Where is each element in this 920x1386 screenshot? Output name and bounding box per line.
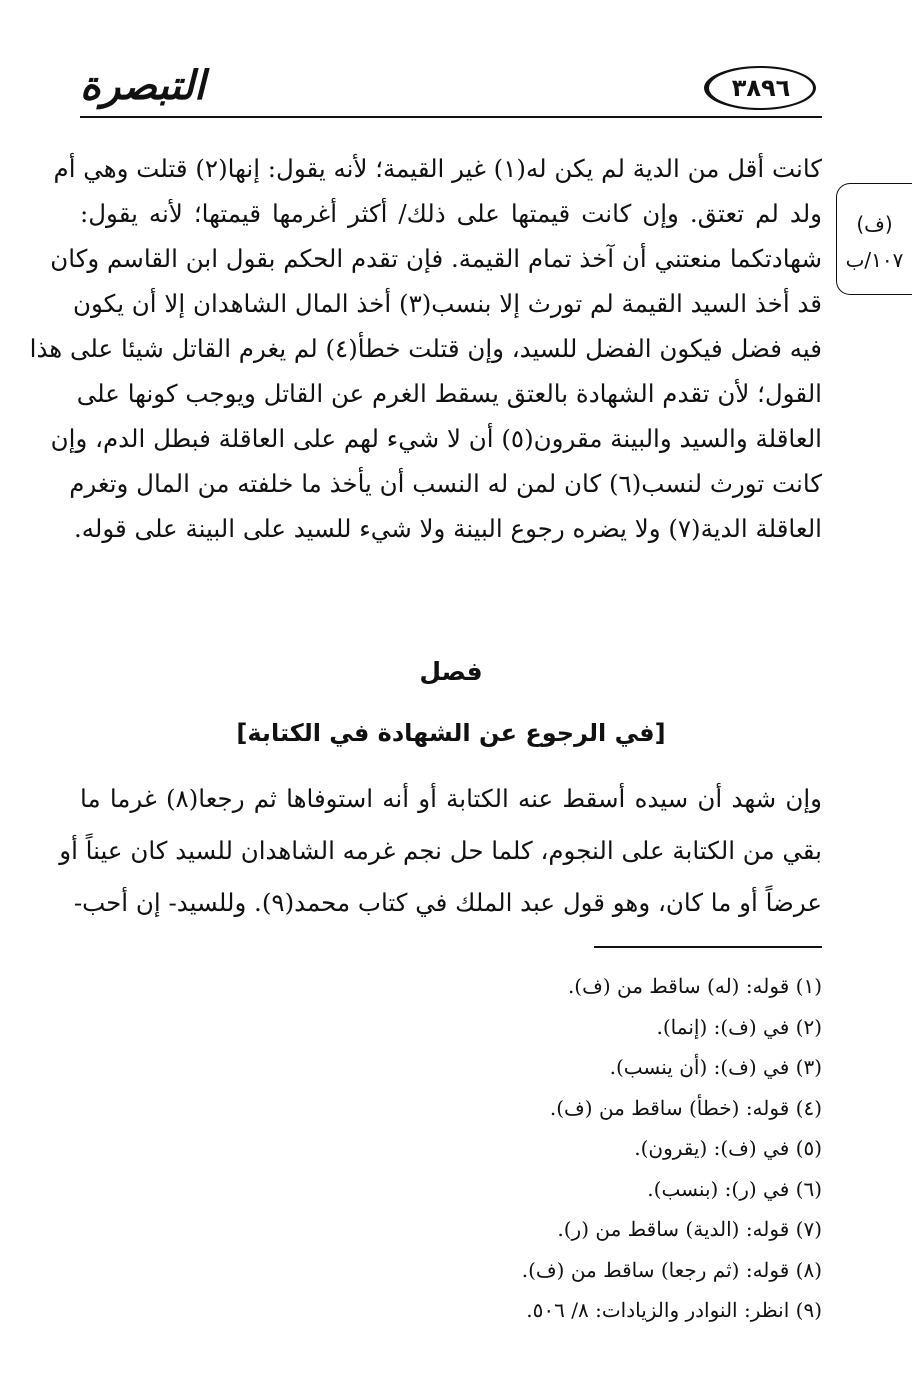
text-line: ولد لم تعتق. وإن كانت قيمتها على ذلك/ أكثر أغرمها قيمتها؛ لأنه يقول: (80, 199, 822, 228)
text-line: القول؛ لأن تقدم الشهادة بالعتق يسقط الغرم عن القاتل ويوجب كونها على (76, 379, 822, 408)
second-paragraph (59, 773, 822, 929)
footnote: (٢) في (ف): (إنما). (656, 1014, 822, 1039)
text-line: كانت أقل من الدية لم يكن له(١) غير القيمة؛ لأنه يقول: إنها(٢) قتلت وهي أم (53, 154, 822, 183)
footnote: (٦) في (ر): (بنسب). (647, 1176, 822, 1201)
text-line: وإن شهد أن سيده أسقط عنه الكتابة أو أنه استوفاها ثم رجعا(٨) غرما ما (80, 784, 822, 813)
folio-source: (ف) (856, 212, 893, 236)
text-line: عرضاً أو ما كان، وهو قول عبد الملك في كتاب محمد(٩). وللسيد- إن أحب- (73, 888, 822, 917)
folio-number: ١٠٧/ب (845, 248, 904, 272)
footnotes (80, 966, 822, 1331)
text-line: فيه فضل فيكون الفضل للسيد، وإن قتلت خطأ(٤) لم يغرم القاتل شيئا على هذا (29, 334, 822, 363)
footnote: (٩) انظر: النوادر والزيادات: ٨/ ٥٠٦. (526, 1298, 822, 1322)
footnote: (٨) قوله: (ثم رجعا) ساقط من (ف). (521, 1257, 822, 1282)
page-header (80, 58, 822, 118)
footnote: (٧) قوله: (الدية) ساقط من (ر). (557, 1217, 822, 1241)
section-subheading: [في الرجوع عن الشهادة في الكتابة] (236, 719, 666, 747)
text-line: بقي من الكتابة على النجوم، كلما حل نجم غرمه الشاهدان للسيد كان عيناً أو (59, 836, 822, 865)
text-line: العاقلة والسيد والبينة مقرون(٥) أن لا شيء لهم على العاقلة فبطل الدم، وإن (50, 424, 822, 453)
text-line: شهادتكما منعتني أن آخذ تمام القيمة. فإن تقدم الحكم بقول ابن القاسم وكان (50, 244, 822, 273)
footnote: (٤) قوله: (خطأ) ساقط من (ف). (549, 1095, 822, 1120)
text-line: العاقلة الدية(٧) ولا يضره رجوع البينة ولا شيء للسيد على البينة على قوله. (73, 514, 822, 543)
footnote: (٣) في (ف): (أن ينسب). (609, 1055, 822, 1079)
text-line: كانت تورث لنسب(٦) كان لمن له النسب أن يأخذ ما خلفته من المال وتغرم (69, 469, 822, 498)
footnote: (١) قوله: (له) ساقط من (ف). (567, 974, 822, 998)
section-heading: فصل (419, 657, 483, 686)
header-rule (80, 116, 822, 118)
footnote-separator (594, 946, 822, 948)
manuscript-folio-marker (836, 183, 912, 295)
book-title: التبصرة (80, 63, 206, 109)
text-line: قد أخذ السيد القيمة لم تورث إلا بنسب(٣) أخذ المال الشاهدان إلا أن يكون (73, 289, 822, 318)
main-paragraph (29, 146, 822, 551)
page-number: ٣٨٩٦ (704, 66, 816, 110)
footnote: (٥) في (ف): (يقرون). (634, 1136, 822, 1160)
